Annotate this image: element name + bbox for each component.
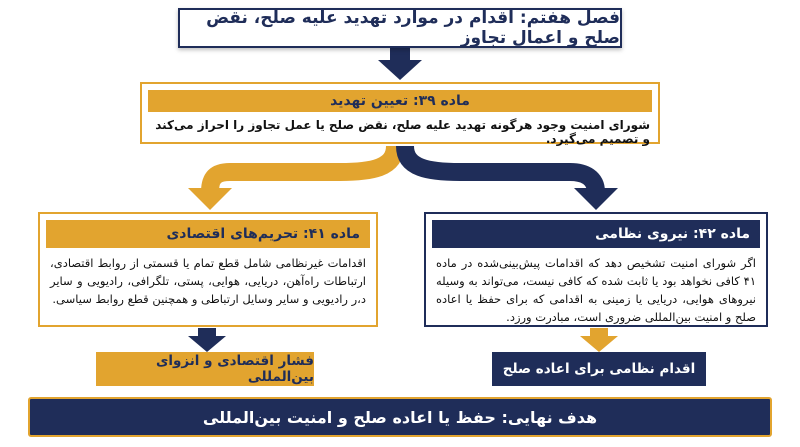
result-economic: فشار اقتصادی و انزوای بین‌المللی xyxy=(96,352,314,386)
article-41-heading: ماده ۴۱: تحریم‌های اقتصادی xyxy=(46,220,370,248)
arrow-head-gold xyxy=(188,188,232,210)
ultimate-goal: هدف نهایی: حفظ یا اعاده صلح و امنیت بین‌المللی xyxy=(28,397,772,437)
article-42-heading: ماده ۴۲: نیروی نظامی xyxy=(432,220,760,248)
article-42-text: اگر شورای امنیت تشخیص دهد که اقدامات پیش‌بینی‌شده در ماده ۴۱ کافی نخواهد بود یا ثابت شده که کافی نیست، می‌تواند به وسیله نیروهای هوایی، دریایی یا زمینی به اقدامی که برای حفظ یا اعاده صلح و امنیت بین‌المللی ضروری است، مبادرت ورزد. xyxy=(436,256,756,324)
article-42-box xyxy=(424,212,768,327)
arrow-head-41 xyxy=(188,336,226,352)
arrow-shaft-title xyxy=(390,48,410,62)
article-41-box xyxy=(38,212,378,327)
arrow-curve-navy xyxy=(405,146,596,192)
article-39-text: شورای امنیت وجود هرگونه تهدید علیه صلح، نقض صلح یا عمل تجاوز را احراز می‌کند و تصمیم می‌گیرد. xyxy=(155,118,650,146)
arrow-head-title xyxy=(378,60,422,80)
article-39-box xyxy=(140,82,660,144)
article-39-heading: ماده ۳۹: تعیین تهدید xyxy=(148,90,652,112)
arrow-head-navy xyxy=(574,188,618,210)
chapter-title: فصل هفتم: اقدام در موارد تهدید علیه صلح، نقض صلح و اعمال تجاوز xyxy=(178,8,622,48)
arrow-head-42 xyxy=(580,336,618,352)
result-military: اقدام نظامی برای اعاده صلح xyxy=(492,352,706,386)
article-41-text: اقدامات غیرنظامی شامل قطع تمام یا قسمتی از روابط اقتصادی، ارتباطات راه‌آهن، دریایی، هوایی، پستی، تلگرافی، رادیویی و سایر د،ر رادیویی و سایر وسایل ارتباطی و همچنین قطع روابط سیاسی. xyxy=(50,256,366,306)
arrow-curve-gold xyxy=(210,146,395,192)
